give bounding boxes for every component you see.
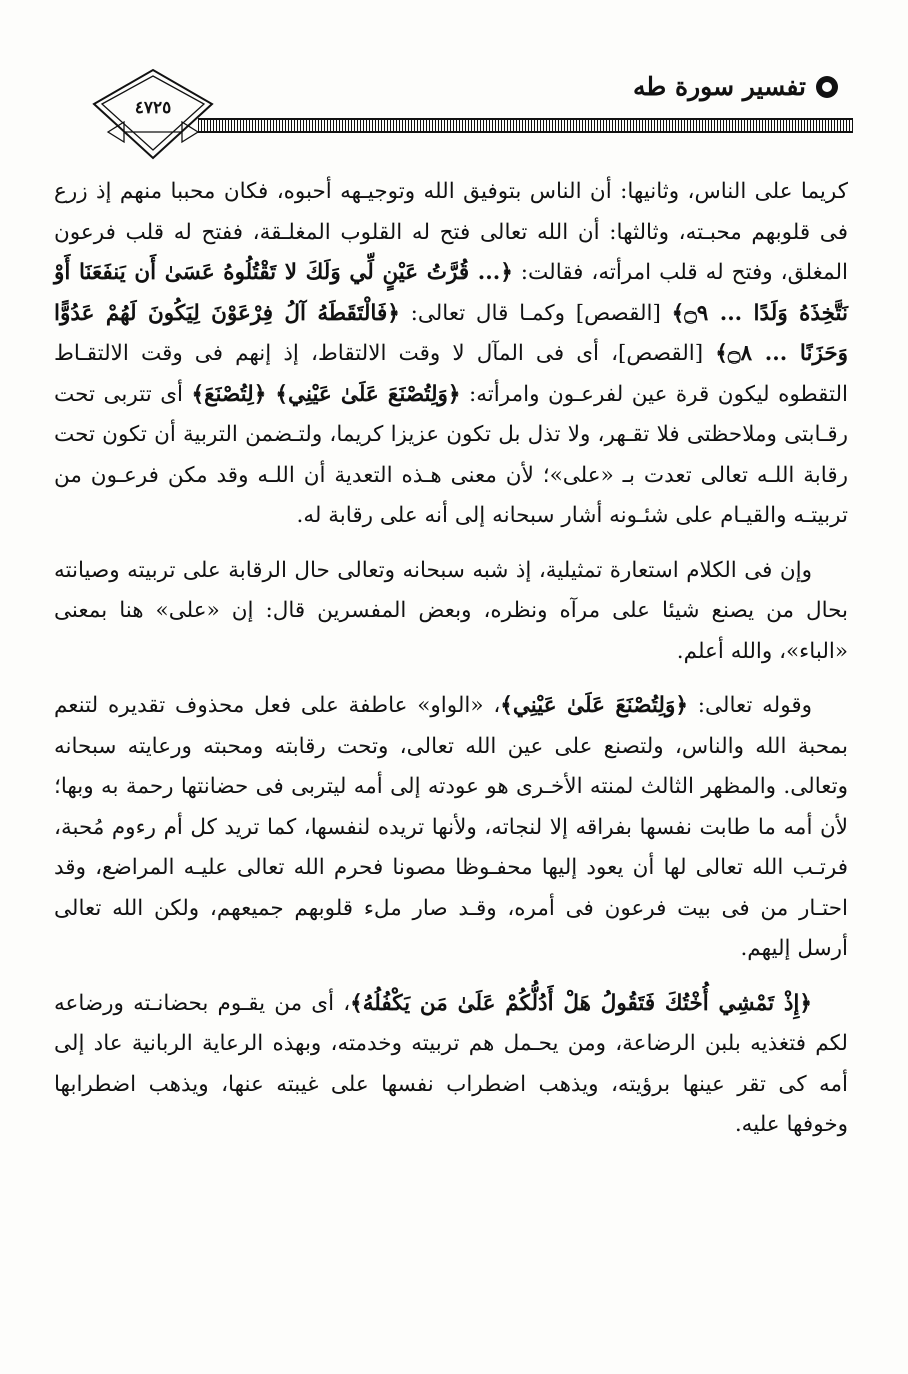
running-title-text: تفسير سورة طه	[633, 72, 806, 101]
quran-verse: ﴿فَالْتَقَطَهُ آلُ فِرْعَوْنَ لِيَكُونَ لَهُمْ عَدُوًّا وَحَزَنًا ... ۝٨﴾	[54, 300, 848, 366]
page-header	[88, 60, 868, 170]
quran-verse: ﴿وَلِتُصْنَعَ عَلَىٰ عَيْنِي﴾ ﴿لِتُصْنَعَ﴾	[191, 381, 461, 407]
paragraph	[54, 984, 848, 1146]
title-ornament-icon	[816, 76, 838, 98]
page-body	[54, 172, 848, 1146]
commentary-text: ، «الواو» عاطفة على فعل محذوف تقديره لتنعم بمحبة الله والناس، ولتصنع على عين الله تعالى، وتحت رقابته ومحبته ورعايته سبحانه وتعالى. والمظهر الثالث لمنته الأخـرى هو عودته إلى أمه ليتربى فى حضانتها رحمة به وبها؛ لأن أمه ما طابت نفسها بفراقه إلا لنجاته، ولأنها تريده لنفسها، كما تريد كل أم رءوم مُحبة، فرتـب الله تعالى لها أن يعود إليها محفـوظا مصونا فحرم الله تعالى عليـه المراضع، وقد احتـار من فى بيت فرعون فى أمره، وقـد صار ملء قلوبهم جميعهم، ولكن الله تعالى أرسل إليهم.	[54, 693, 848, 961]
quran-verse: ﴿وَلِتُصْنَعَ عَلَىٰ عَيْنِي﴾	[500, 693, 688, 718]
commentary-text: أى تتربى تحت رقـابتى وملاحظتى فلا تقـهر، ولا تذل بل تكون عزيزا كريما، ولتـضمن التربية أن تكون تحت رقابة اللـه تعالى تعدت بـ «على»؛ لأن معنى هـذه التعدية أن اللـه وقد مكن فرعـون من تربيتـه والقيـام على شئـونه أشار سبحانه إلى أنه على رقابة له.	[54, 381, 848, 528]
commentary-text: [القصص] وكمـا قال تعالى:	[399, 300, 672, 326]
paragraph	[54, 551, 848, 673]
commentary-text: ، أى من يقـوم بحضانـته ورضاعه لكم فتغذيه بلبن الرضاعة، ومن يحـمل هم تربيته وخدمته، وبهذه الرعاية الربانية عاد إلى أمه كى تقر عينها برؤيته، ويذهب اضطراب نفسها على غيبته عنها، ويذهب اضطرابها وخوفها عليه.	[54, 990, 848, 1137]
commentary-text: وقوله تعالى:	[687, 693, 812, 718]
commentary-text: [القصص]، أى فى المآل لا وقت الالتقاط، إذ إنهم فى وقت الالتقـاط التقطوه ليكون قرة عين لفرعـون وامرأته:	[54, 341, 848, 407]
quran-verse: ﴿... قُرَّتُ عَيْنٍ لِّي وَلَكَ لا تَقْتُلُوهُ عَسَىٰ أَن يَنفَعَنَا أَوْ نَتَّخِذَهُ وَلَدًا ... ۝٩﴾	[54, 260, 848, 326]
paragraph	[54, 686, 848, 970]
paragraph	[54, 172, 848, 537]
running-title	[633, 72, 838, 101]
page-number-badge	[88, 60, 218, 170]
header-rule	[198, 118, 853, 133]
commentary-text: كريما على الناس، وثانيها: أن الناس بتوفيق الله وتوجيـهه أحبوه، فكان محببا منهم إذ زرع فى قلوبهم محبـته، وثالثها: أن الله تعالى فتح له القلوب المغلـقة، ففتح له قلب فرعون المغلق، وفتح له قلب امرأته، فقالت:	[54, 179, 848, 285]
commentary-text: وإن فى الكلام استعارة تمثيلية، إذ شبه سبحانه وتعالى حال الرقابة على تربيته وصيانته بحال من يصنع شيئا على مرآه ونظره، وبعض المفسرين قال: إن «على» هنا بمعنى «الباء»، والله أعلم.	[54, 557, 848, 664]
quran-verse: ﴿إِذْ تَمْشِي أُخْتُكَ فَتَقُولُ هَلْ أَدُلُّكُمْ عَلَىٰ مَن يَكْفُلُهُ﴾	[350, 990, 813, 1016]
page-number: ٤٧٢٥	[134, 98, 172, 118]
